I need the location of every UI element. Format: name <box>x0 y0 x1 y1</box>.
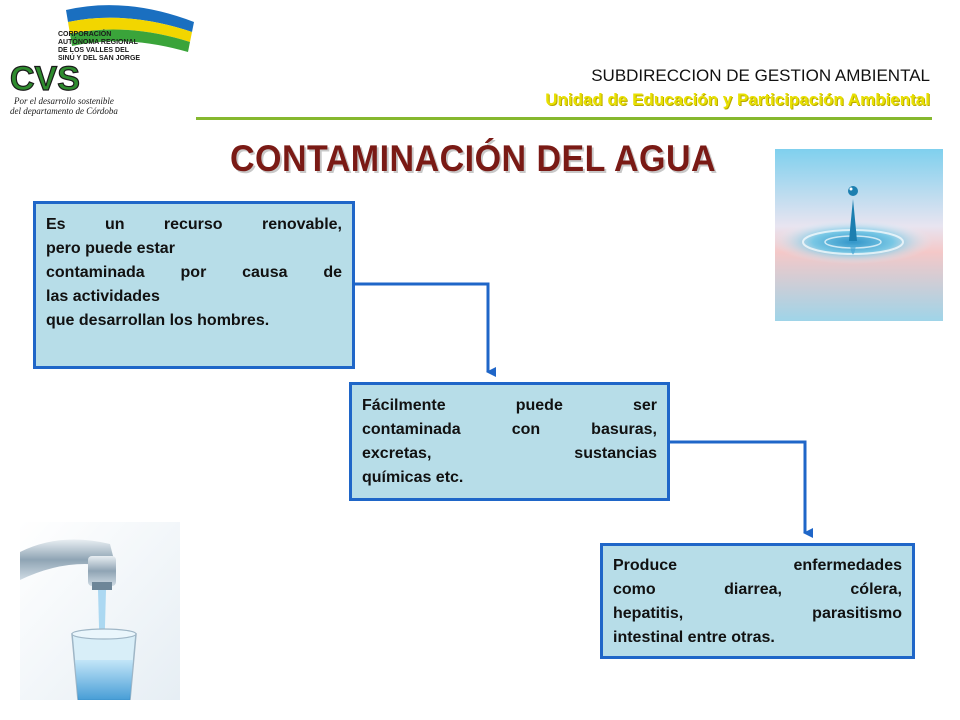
page-title: CONTAMINACIÓN DEL AGUA <box>230 138 717 179</box>
logo-org-line4: SINÚ Y DEL SAN JORGE <box>58 55 141 62</box>
box3-line3: hepatitis, parasitismo <box>613 605 902 622</box>
box3-line2: como diarrea, cólera, <box>613 581 902 598</box>
header-divider <box>196 117 932 120</box>
header-unit: Unidad de Educación y Participación Ambiental <box>545 90 930 109</box>
box3-line4: intestinal entre otras. <box>613 629 775 646</box>
water-drop-image <box>775 149 943 321</box>
box2-line4: químicas etc. <box>362 469 464 486</box>
cvs-logo-graphic <box>6 0 196 118</box>
arrow-box1-to-box2 <box>355 284 488 372</box>
box2-line1: Fácilmente puede ser <box>362 397 657 414</box>
cvs-logo <box>6 0 196 118</box>
box2-line3: excretas, sustancias <box>362 445 657 462</box>
info-box-renewable <box>33 201 355 369</box>
box3-line1: Produce enfermedades <box>613 557 902 574</box>
arrow-box2-to-box3 <box>670 442 805 533</box>
header-subdirection: SUBDIRECCION DE GESTION AMBIENTAL <box>591 66 930 85</box>
faucet-glass-image <box>20 522 180 700</box>
logo-org-line2: AUTÓNOMA REGIONAL <box>58 39 138 46</box>
logo-org-line3: DE LOS VALLES DEL <box>58 47 130 54</box>
logo-org-line1: CORPORACIÓN <box>58 31 112 38</box>
info-box-contaminants <box>349 382 670 501</box>
box1-line5: que desarrollan los hombres. <box>46 312 270 329</box>
box1-line1: Es un recurso renovable, <box>46 216 342 233</box>
logo-acronym: CVS <box>10 60 80 98</box>
logo-tagline1: Por el desarrollo sostenible <box>14 96 114 106</box>
logo-tagline2: del departamento de Córdoba <box>10 106 118 116</box>
box1-line2: pero puede estar <box>46 240 175 257</box>
box2-line2: contaminada con basuras, <box>362 421 657 438</box>
box1-line3: contaminada por causa de <box>46 264 342 281</box>
box1-line4: las actividades <box>46 288 160 305</box>
info-box-diseases <box>600 543 915 659</box>
